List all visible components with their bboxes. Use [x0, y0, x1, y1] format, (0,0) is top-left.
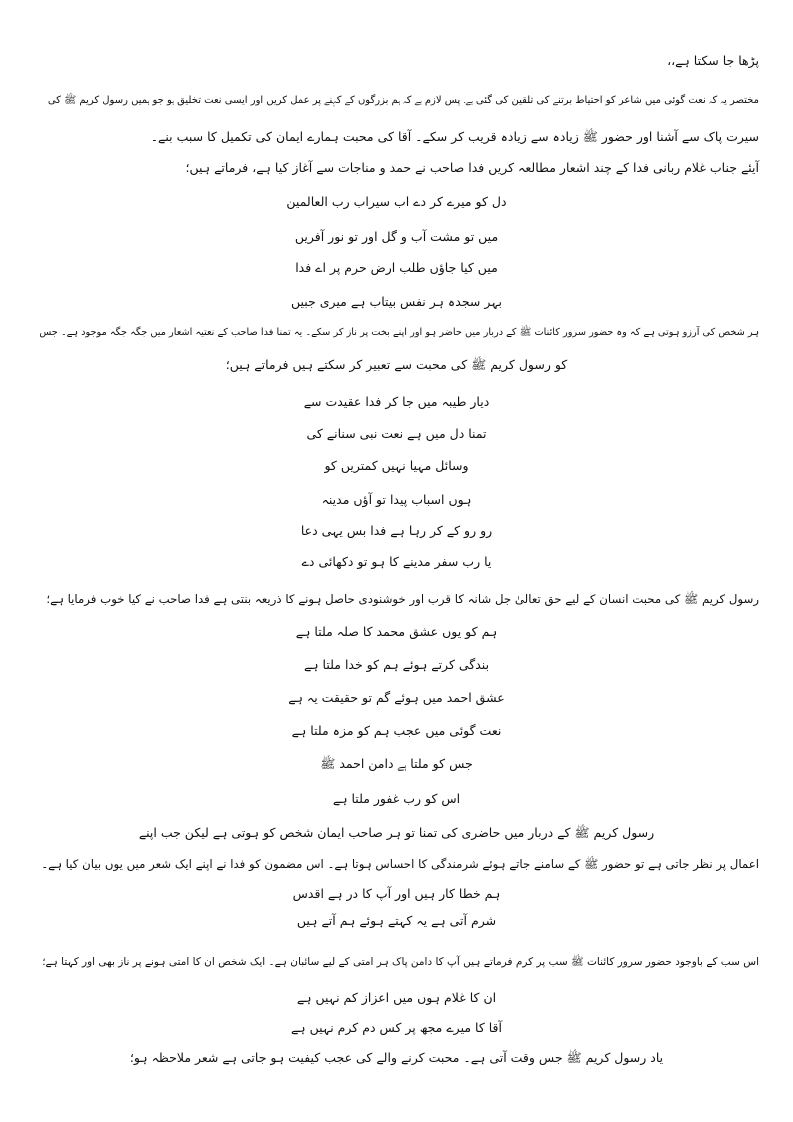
verse-line: دل کو میرے کر دے اب سیراب رب العالمین: [286, 194, 507, 209]
verse-line: تمنا دل میں ہے نعت نبی سنانے کی: [306, 426, 487, 441]
paragraph-line: ہر شخص کی آرزو ہوتی ہے کہ وہ حضور سرور کائنات ﷺ کے دربار میں حاضر ہو اور اپنے بخت پر ناز کر سکے۔ یہ تمنا فدا صاحب کے نعتیہ اشعار میں جگہ جگہ موجود ہے۔ جس: [39, 327, 759, 338]
verse-line: میں کیا جاؤں طلب ارض حرم پر اے فدا: [295, 260, 498, 275]
paragraph-line: رسول کریم ﷺ کے دربار میں حاضری کی تمنا تو ہر صاحب ایمان شخص کو ہوتی ہے لیکن جب اپنے: [138, 825, 655, 840]
verse-line: ان کا غلام ہوں میں اعزاز کم نہیں ہے: [296, 990, 497, 1005]
paragraph-line: اس سب کے باوجود حضور سرور کائنات ﷺ سب پر کرم فرماتے ہیں آپ کا دامن پاک ہر امتی کے لیے سائبان ہے۔ ایک شخص ان کا امتی ہونے پر ناز بھی اور کہتا ہے؛: [42, 956, 759, 968]
verse-line: وسائل مہیا نہیں کمتریں کو: [324, 458, 469, 473]
verse-line: نعت گوئی میں عجب ہم کو مزہ ملتا ہے: [291, 723, 502, 738]
verse-line: دیار طیبہ میں جا کر فدا عقیدت سے: [303, 394, 490, 409]
paragraph-line: رسول کریم ﷺ کی محبت انسان کے لیے حق تعالیٰ جل شانہ کا قرب اور خوشنودی حاصل ہونے کا ذریعہ بنتی ہے فدا صاحب نے کیا خوب فرمایا ہے؛: [46, 592, 759, 606]
verse-line: شرم آتی ہے یہ کہتے ہوئے ہم آتے ہیں: [296, 913, 497, 928]
paragraph-line: آیئے جناب غلام ربانی فدا کے چند اشعار مطالعہ کریں فدا صاحب نے حمد و مناجات سے آغاز کیا ہے، فرماتے ہیں؛: [185, 160, 759, 175]
paragraph-line: اعمال پر نظر جاتی ہے تو حضور ﷺ کے سامنے جاتے ہوئے شرمندگی کا احساس ہوتا ہے۔ اس مضمون کو فدا نے اپنے ایک شعر میں یوں بیان کیا ہے۔: [41, 857, 759, 871]
verse-line: بہر سجدہ ہر نفس بیتاب ہے میری جبیں: [290, 294, 503, 309]
paragraph-line: یاد رسول کریم ﷺ جس وقت آتی ہے۔ محبت کرنے والے کی عجب کیفیت ہو جاتی ہے شعر ملاحظہ ہو؛: [129, 1050, 664, 1065]
verse-line: اس کو رب غفور ملتا ہے: [332, 791, 461, 806]
paragraph-line: کو رسول کریم ﷺ کی محبت سے تعبیر کر سکتے ہیں فرماتے ہیں؛: [225, 357, 568, 372]
paragraph-line: مختصر یہ کہ نعت گوئی میں شاعر کو احتیاط برتنے کی تلقین کی گئی ہے۔ پس لازم ہے کہ ہم بزرگوں کے کہنے پر عمل کریں اور ایسی نعت تخلیق ہو جو ہمیں رسول کریم ﷺ کی: [47, 95, 759, 106]
verse-line: ہم خطا کار ہیں اور آپ کا در ہے اقدس: [292, 886, 501, 901]
verse-line: رو رو کے کر رہا ہے فدا بس یہی دعا: [300, 523, 493, 538]
verse-line: یا رب سفر مدینے کا ہو تو دکھائی دے: [301, 554, 492, 569]
verse-line: ہم کو یوں عشق محمد کا صلہ ملتا ہے: [295, 624, 498, 639]
verse-line: ہوں اسباب پیدا تو آؤں مدینہ: [321, 492, 472, 507]
verse-line: میں تو مشت آب و گل اور تو نور آفریں: [294, 229, 499, 244]
paragraph-line: پڑھا جا سکتا ہے،،: [667, 53, 759, 68]
verse-line: آقا کا میرے مجھ پر کس دم کرم نہیں ہے: [290, 1020, 503, 1035]
verse-line: جس کو ملتا ہے دامن احمد ﷺ: [320, 756, 473, 771]
verse-line: بندگی کرتے ہوئے ہم کو خدا ملتا ہے: [303, 657, 490, 672]
paragraph-line: سیرت پاک سے آشنا اور حضور ﷺ زیادہ سے زیادہ قریب کر سکے۔ آقا کی محبت ہمارے ایمان کی تکمیل کا سبب بنے۔: [150, 129, 759, 144]
verse-line: عشق احمد میں ہوئے گم تو حقیقت یہ ہے: [288, 690, 505, 705]
